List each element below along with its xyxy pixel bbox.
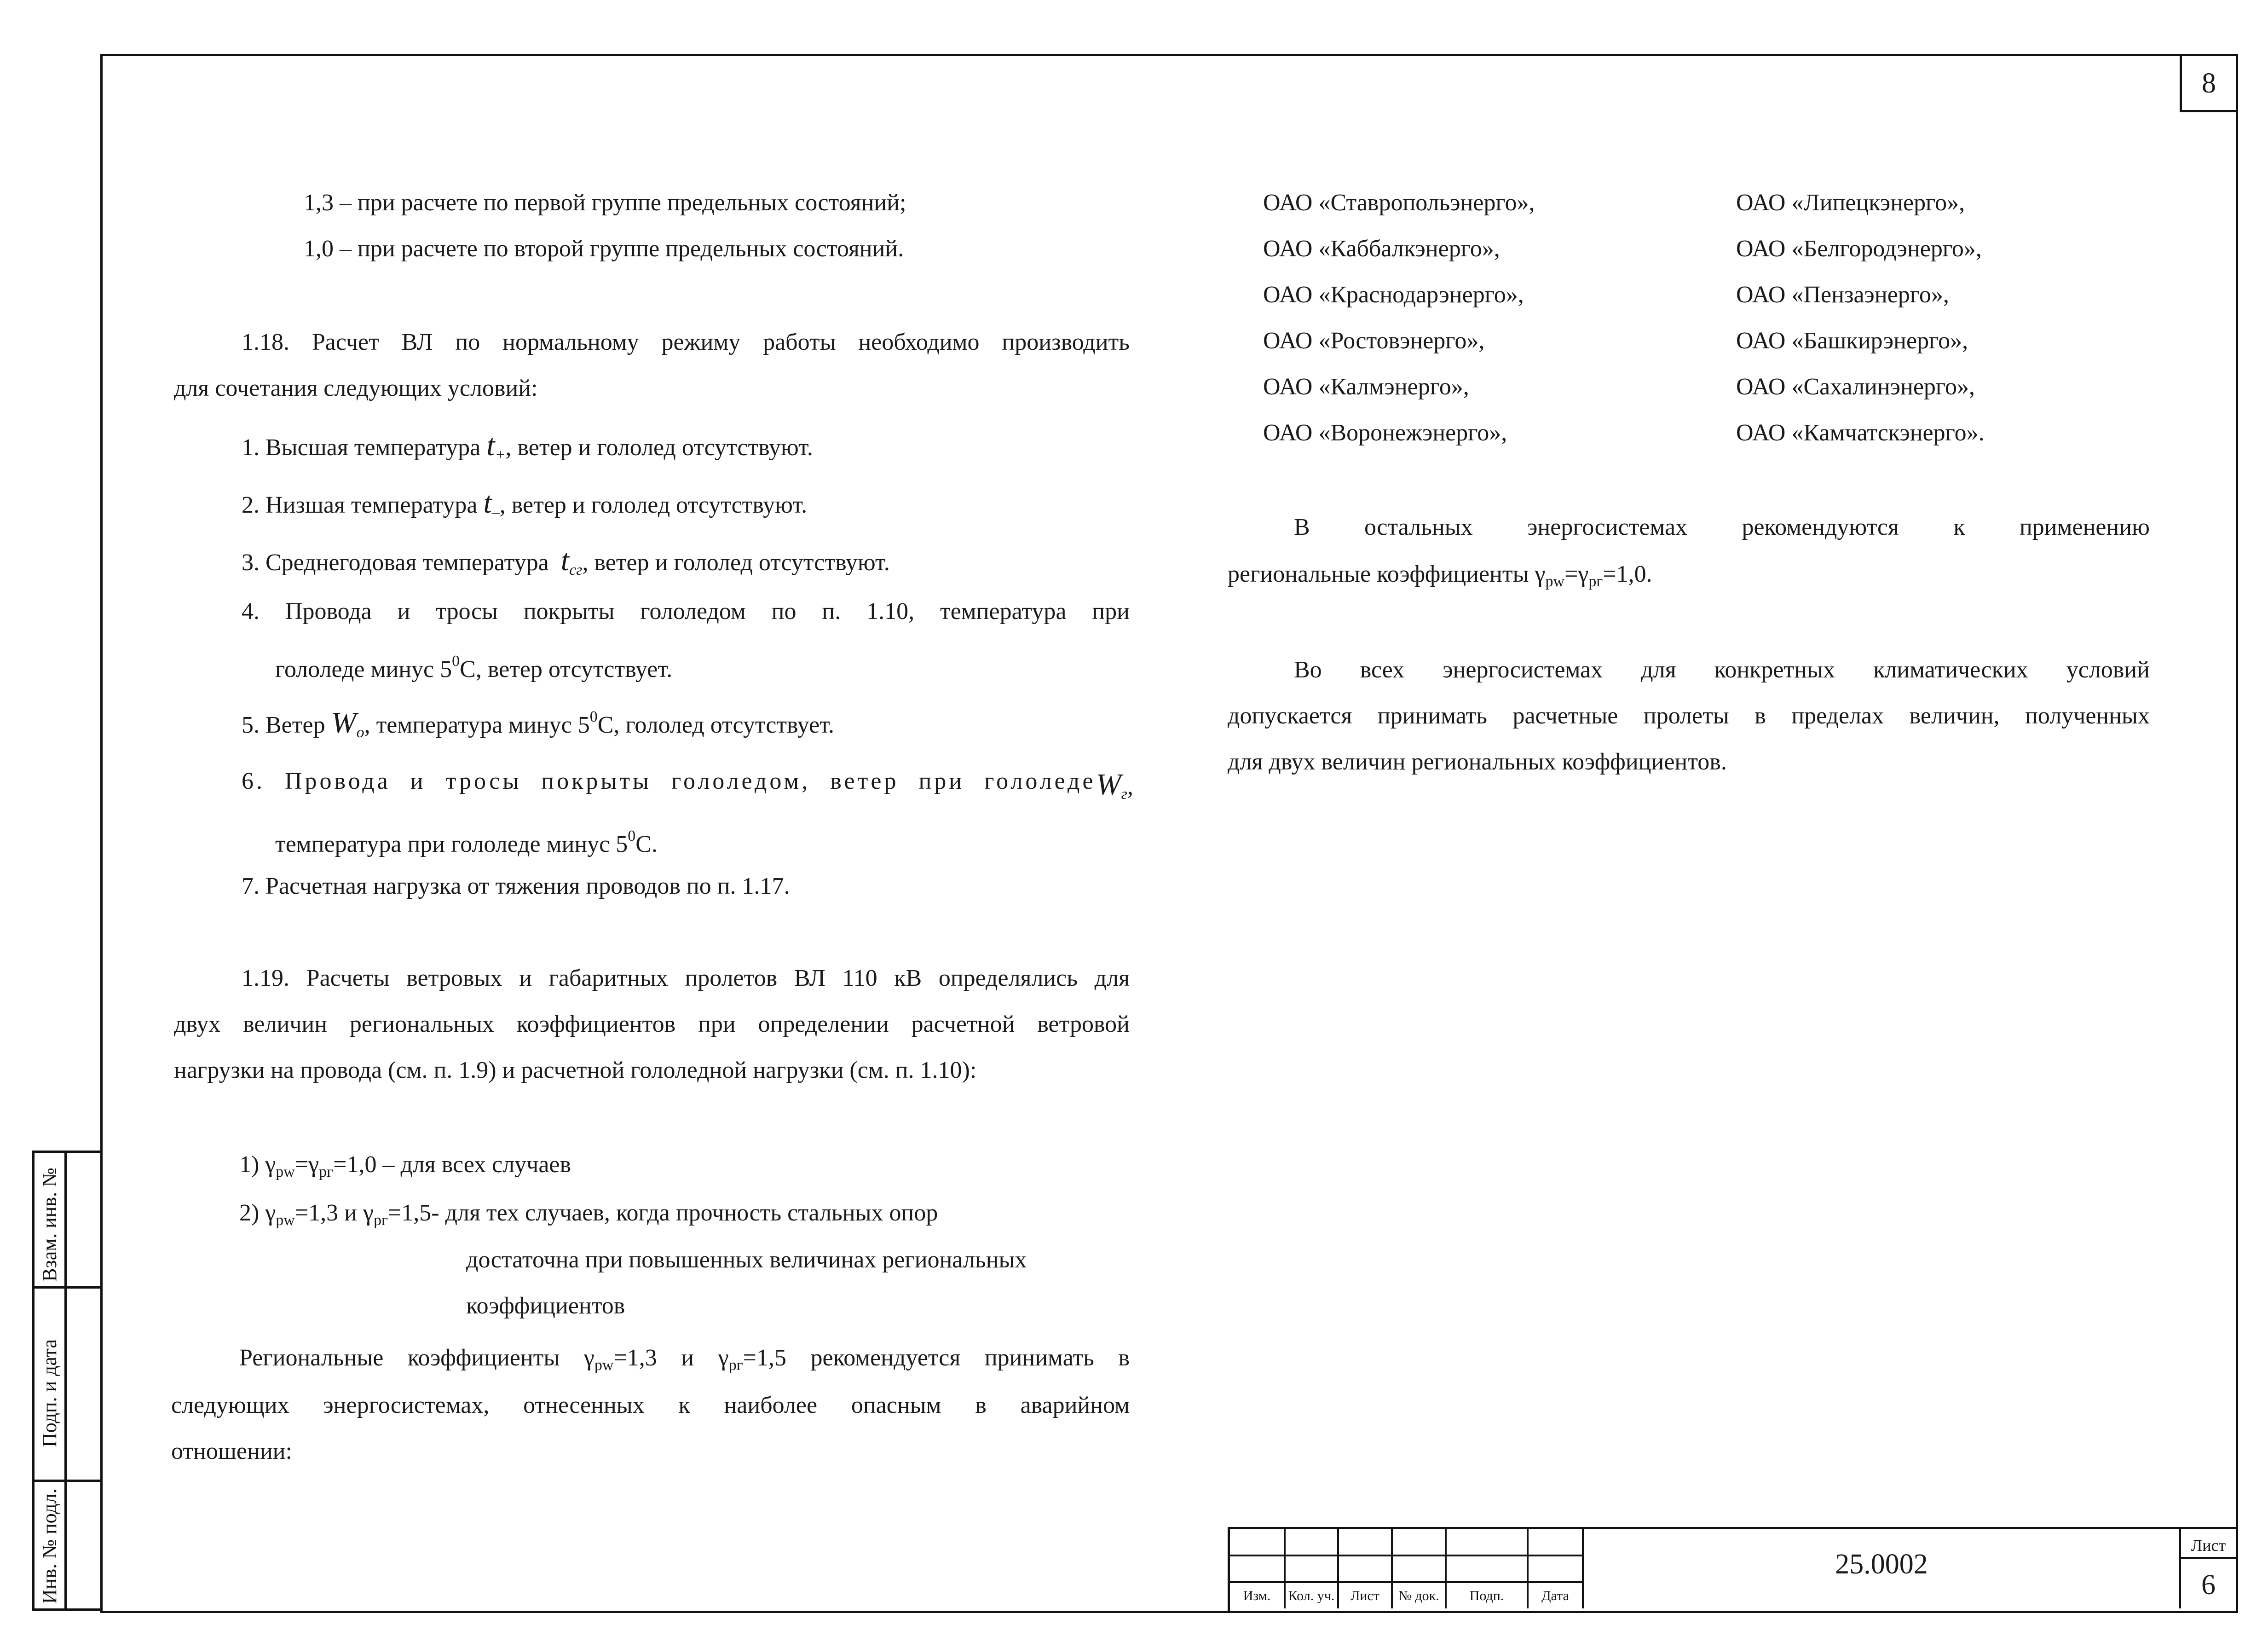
condition-1-label: 1. Высшая температура: [242, 434, 481, 461]
energy-system-item: ОАО «Белгородэнерго»,: [1736, 236, 1982, 262]
t-plus-symbol: $t_+$: [486, 428, 506, 463]
w-o-symbol: $W_o$: [331, 706, 364, 741]
regional-sentence-line-1: Региональные коэффициенты $\gamma_{pw}=1,3$ и $\gamma_{pг}=1,5$ рекомендуется принимать в: [239, 1345, 1130, 1374]
all-systems-line-2: допускается принимать расчетные пролеты в пределах величин, полученных: [1228, 703, 2150, 729]
condition-1-rest: , ветер и гололед отсутствуют.: [505, 434, 813, 461]
w-g-symbol: $W_г$,: [1096, 768, 1133, 803]
energy-system-item: ОАО «Сахалинэнерго»,: [1736, 374, 1975, 400]
title-block: [1228, 1527, 2236, 1611]
podp-data-label: Подп. и дата: [38, 1339, 61, 1447]
rest-systems-line-2: региональные коэффициенты $\gamma_{pw}=\gamma_{pг}=1,0$.: [1228, 561, 1652, 590]
case-2: 2) $\gamma_{pw}=1,3$ и $\gamma_{pг}=1,5-$ для тех случаев, когда прочность стальных опор: [239, 1200, 938, 1229]
regional-sentence-line-3: отношении:: [171, 1438, 292, 1464]
hdr-n-dok: № док.: [1398, 1588, 1439, 1603]
condition-3-rest: , ветер и гололед отсутствуют.: [582, 549, 890, 576]
case-2-cont-2: коэффициентов: [466, 1293, 625, 1319]
energy-system-item: ОАО «Башкирэнерго»,: [1736, 328, 1968, 354]
all-systems-line-3: для двух величин региональных коэффициентов.: [1228, 749, 1727, 775]
coef-line-1: 1,3 – при расчете по первой группе предельных состояний;: [304, 190, 906, 216]
condition-3: [242, 545, 890, 578]
case-2-cont-1: достаточна при повышенных величинах региональных: [466, 1247, 1027, 1273]
energy-system-item: ОАО «Ставропольэнерго»,: [1263, 190, 1535, 216]
case-1: 1) $\gamma_{pw}=\gamma_{pг}=1,0$ – для всех случаев: [239, 1151, 571, 1180]
temp-value: $5^0$: [616, 827, 636, 857]
energy-system-item: ОАО «Ростовэнерго»,: [1263, 328, 1485, 354]
condition-2-rest: , ветер и гололед отсутствуют.: [499, 492, 808, 518]
p119-line-1: 1.19. Расчеты ветровых и габаритных пролетов ВЛ 110 кВ определялись для: [242, 965, 1130, 991]
condition-5: 5. Ветер $W_o$, температура минус $5^0С$, гололед отсутствует.: [242, 706, 834, 741]
energy-system-item: ОАО «Калмэнерго»,: [1263, 374, 1469, 400]
condition-7: 7. Расчетная нагрузка от тяжения проводов по п. 1.17.: [242, 873, 790, 899]
temp-value: $5^0$: [577, 708, 598, 738]
condition-5-label: 5. Ветер: [242, 712, 325, 738]
hdr-kol-uch: Кол. уч.: [1288, 1588, 1335, 1603]
energy-system-item: ОАО «Воронежэнерго»,: [1263, 420, 1507, 446]
condition-1: [242, 430, 813, 463]
t-avg-symbol: $t_{cг}$: [560, 544, 583, 578]
energy-system-item: ОАО «Каббалкэнерго»,: [1263, 236, 1500, 262]
energy-system-item: ОАО «Камчатскэнерго».: [1736, 420, 1985, 446]
condition-4-line-1: 4. Провода и тросы покрыты гололедом по п. 1.10, температура при: [242, 598, 1130, 625]
condition-4-line-2: гололеде минус $5^0С$, ветер отсутствует.: [275, 653, 673, 682]
inv-podl-label: Инв. № подл.: [38, 1488, 61, 1604]
condition-6-line-1: [242, 768, 1133, 803]
p119-line-3: нагрузки на провода (см. п. 1.9) и расчетной гололедной нагрузки (см. п. 1.10):: [174, 1057, 977, 1083]
corner-number-box: [2180, 54, 2238, 112]
condition-6-label: 6. Провода и тросы покрыты гололедом, ветер при гололеде: [242, 768, 1096, 794]
t-minus-symbol: $t_-$: [483, 486, 500, 521]
document-code: 25.0002: [1835, 1549, 1928, 1580]
condition-3-label: 3. Среднегодовая температура: [242, 549, 549, 576]
hdr-data: Дата: [1541, 1588, 1569, 1603]
energy-system-item: ОАО «Пензаэнерго»,: [1736, 282, 1949, 308]
regional-sentence-line-2: следующих энергосистемах, отнесенных к наиболее опасным в аварийном: [171, 1392, 1130, 1418]
all-systems-line-1: Во всех энергосистемах для конкретных климатических условий: [1294, 657, 2150, 683]
energy-system-item: ОАО «Липецкэнерго»,: [1736, 190, 1965, 216]
corner-number: 8: [2202, 67, 2216, 99]
hdr-list: Лист: [1350, 1588, 1379, 1603]
hdr-podp: Подп.: [1469, 1588, 1504, 1603]
sheet-label: Лист: [2191, 1536, 2226, 1555]
p119-line-2: двух величин региональных коэффициентов при определении расчетной ветровой: [174, 1011, 1130, 1037]
coef-line-2: 1,0 – при расчете по второй группе предельных состояний.: [304, 236, 904, 262]
energy-system-item: ОАО «Краснодарэнерго»,: [1263, 282, 1524, 308]
condition-6-line-2: температура при гололеде минус $5^0С$.: [275, 827, 658, 857]
sheet-number: 6: [2201, 1569, 2216, 1601]
side-stamp: [32, 1151, 101, 1608]
temp-value: $5^0$: [440, 653, 460, 682]
hdr-izm: Изм.: [1243, 1588, 1271, 1603]
condition-2: [242, 488, 807, 520]
p118-intro-line-2: для сочетания следующих условий:: [174, 375, 538, 401]
vzam-inv-label: Взам. инв. №: [38, 1168, 61, 1282]
rest-systems-line-1: В остальных энергосистемах рекомендуются к применению: [1294, 514, 2150, 540]
condition-2-label: 2. Низшая температура: [242, 492, 478, 518]
p118-intro-line-1: 1.18. Расчет ВЛ по нормальному режиму работы необходимо производить: [242, 329, 1130, 355]
